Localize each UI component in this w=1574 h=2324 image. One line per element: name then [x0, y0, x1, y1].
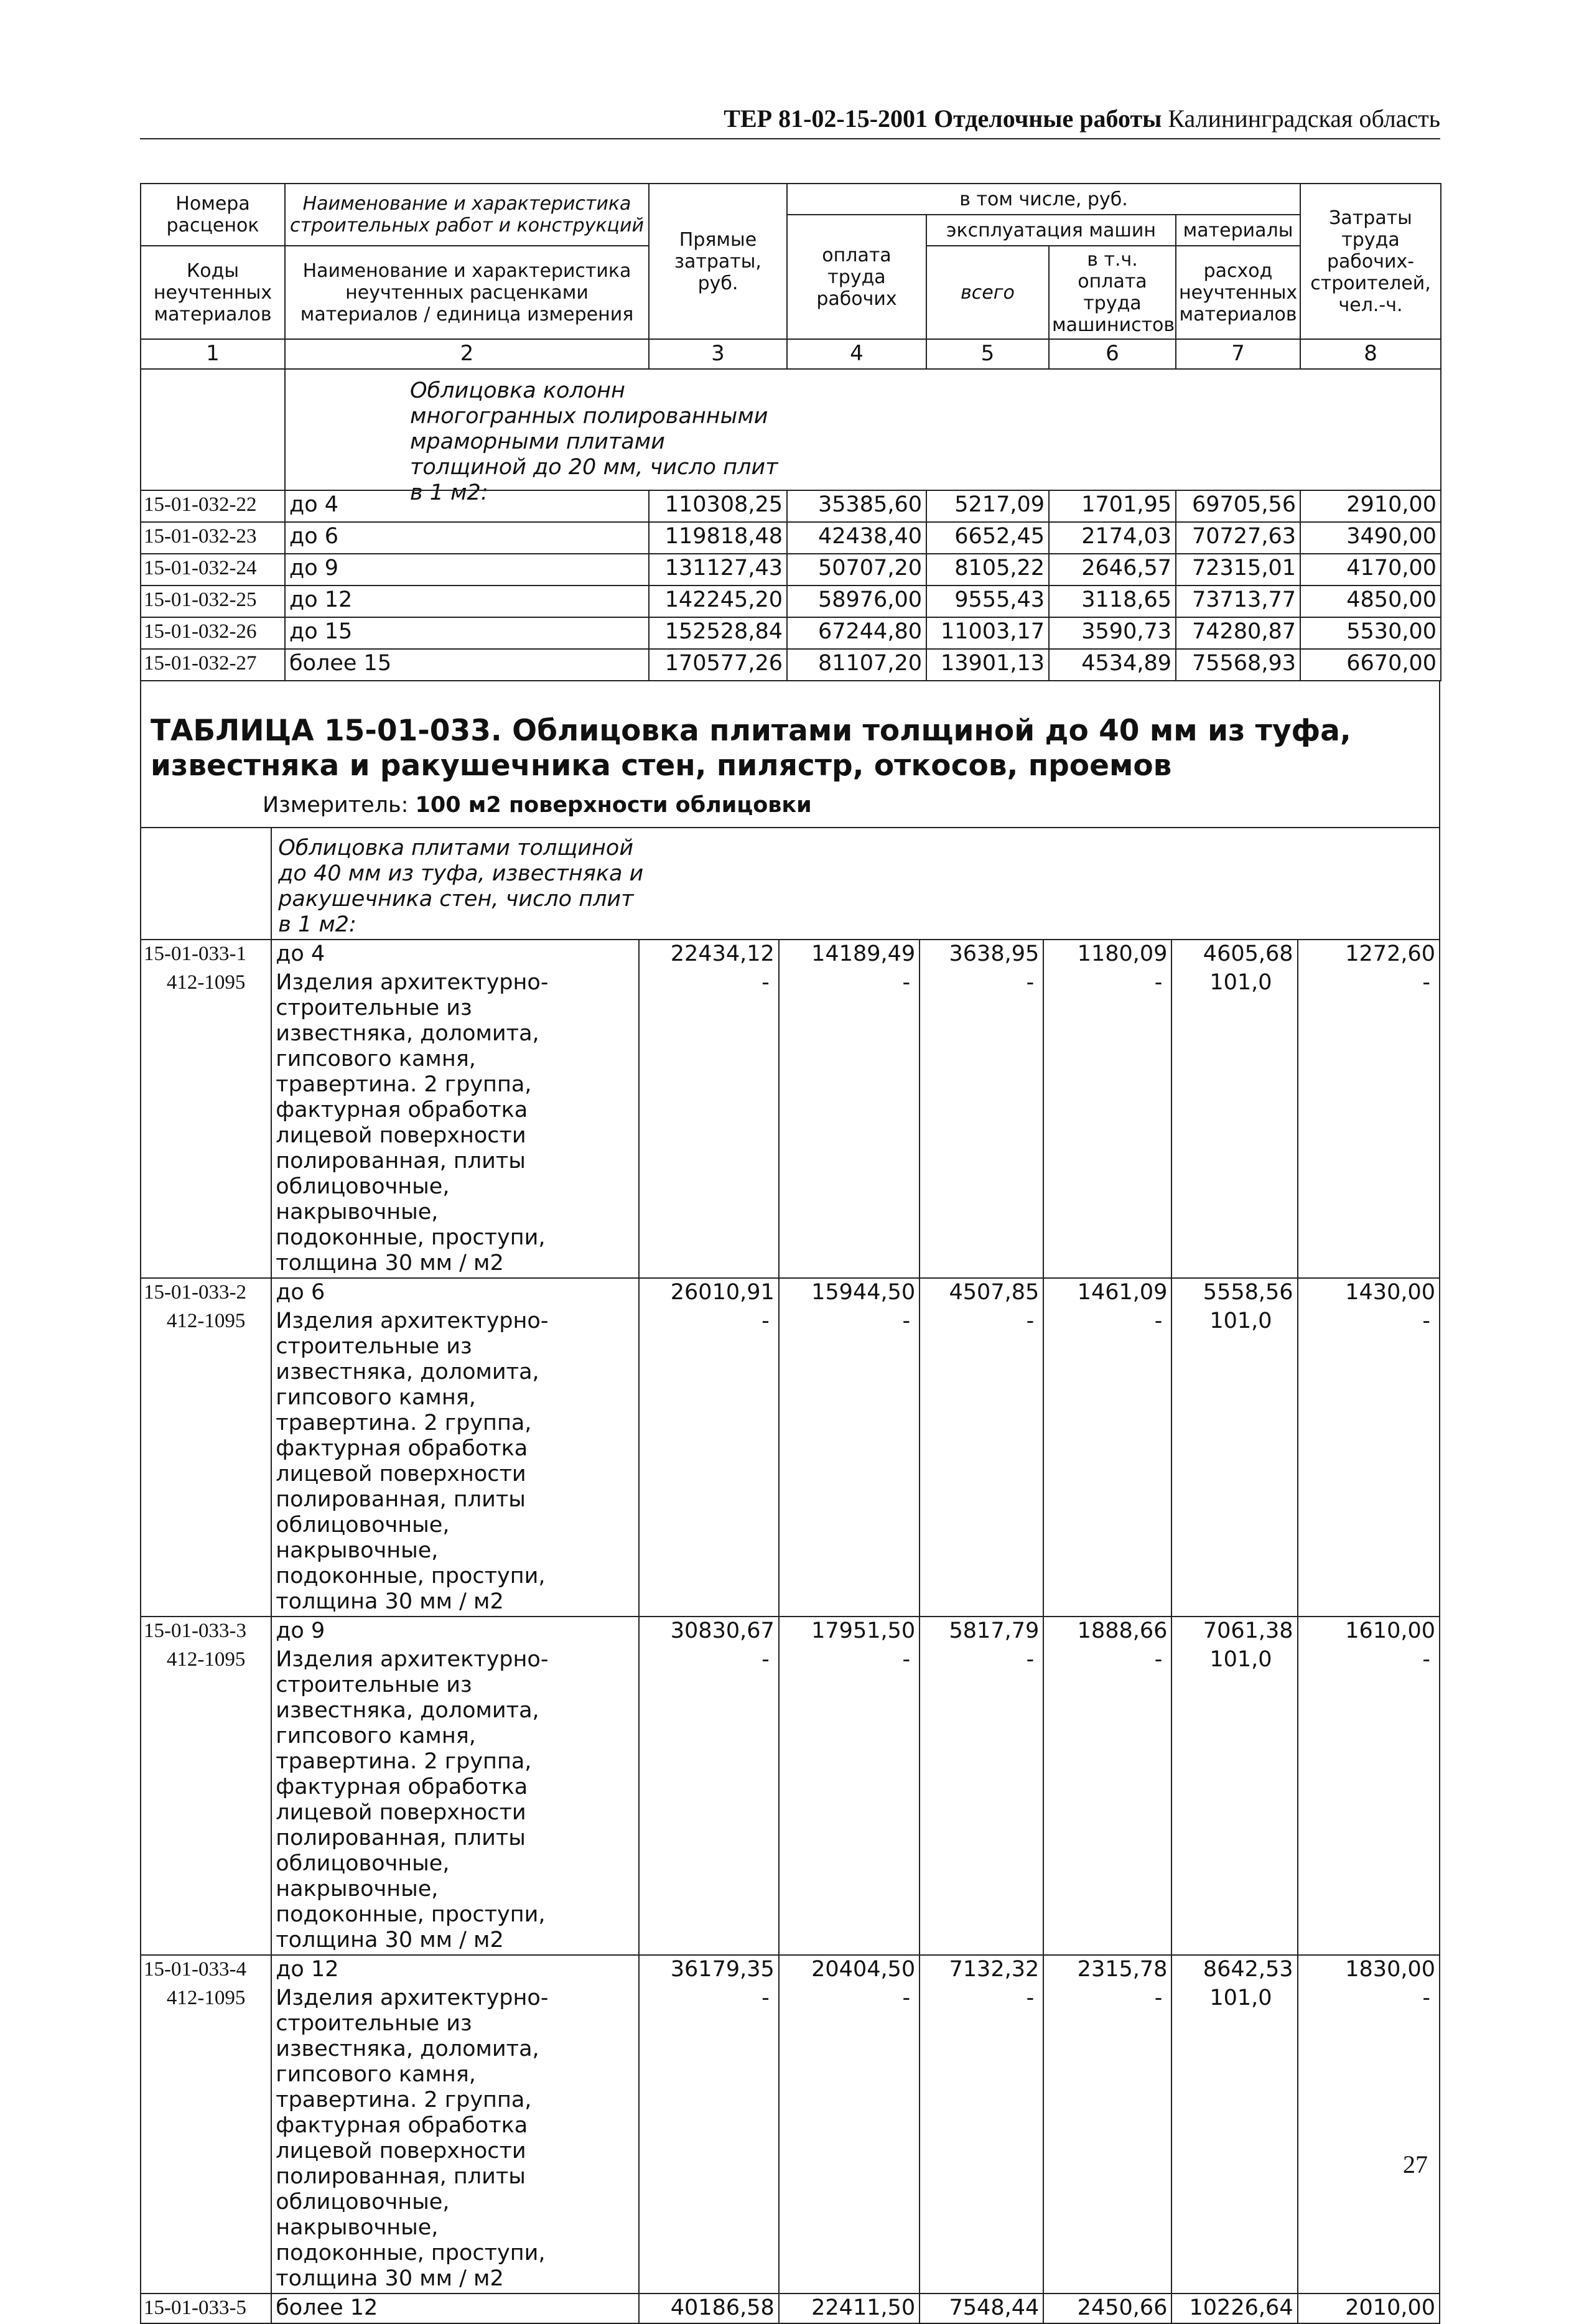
material-name: Изделия архитектурно-строительные из известняка, доломита, гипсового камня, травертина. 2 группа, фактурная обработка лицевой поверхности полированная, плиты облицовочные, накрывочные, подоконные, проступи, толщина 30 мм / м2 — [271, 1646, 639, 1955]
measure-value: 100 м2 поверхности облицовки — [415, 793, 812, 818]
operator-wages: 2646,57 — [1049, 554, 1176, 586]
materials: 5558,56 — [1171, 1278, 1297, 1307]
material-name: Изделия архитектурно-строительные из известняка, доломита, гипсового камня, травертина. 2 группа, фактурная обработка лицевой поверхности полированная, плиты облицовочные, накрывочные, подоконные, проступи, толщина 30 мм / м2 — [271, 1307, 639, 1617]
materials: 69705,56 — [1176, 490, 1300, 522]
materials: 4605,68 — [1171, 940, 1297, 969]
column-number: 5 — [926, 339, 1049, 369]
worker-wages: 58976,00 — [787, 586, 926, 617]
column-number: 4 — [787, 339, 926, 369]
worker-wages: 67244,80 — [787, 617, 926, 649]
rates-table-032-rows — [140, 490, 1441, 681]
column-number: 1 — [141, 339, 285, 369]
materials: 10226,64 — [1171, 2294, 1297, 2323]
material-row — [141, 1646, 1440, 1955]
material-dash: - — [1298, 1646, 1440, 1955]
labor-hours: 1272,60 — [1298, 940, 1440, 969]
material-dash: - — [920, 1984, 1043, 2294]
rate-code: 15-01-032-24 — [141, 554, 285, 586]
material-code: 412-1095 — [141, 1646, 271, 1955]
machines-total: 5217,09 — [926, 490, 1049, 522]
header-rate-numbers: Номера расценок — [141, 184, 285, 246]
table-row — [141, 1955, 1440, 1984]
direct-costs: 26010,91 — [639, 1278, 778, 1307]
machines-total: 9555,43 — [926, 586, 1049, 617]
header-material-codes: Коды неучтенных материалов — [141, 246, 285, 339]
labor-hours: 4170,00 — [1300, 554, 1441, 586]
material-quantity: 101,0 — [1171, 969, 1297, 1278]
worker-wages: 20404,50 — [779, 1955, 920, 1984]
materials: 75568,93 — [1176, 649, 1300, 681]
rate-name: до 9 — [285, 554, 649, 586]
header-materials: материалы — [1176, 215, 1300, 246]
header-material-consumption: расход неучтенных материалов — [1176, 246, 1300, 339]
rate-name: до 15 — [285, 617, 649, 649]
operator-wages: 2174,03 — [1049, 522, 1176, 554]
operator-wages: 3118,65 — [1049, 586, 1176, 617]
measure-line — [263, 792, 812, 818]
material-dash: - — [779, 1646, 920, 1955]
materials: 8642,53 — [1171, 1955, 1297, 1984]
material-row — [141, 1307, 1440, 1617]
operator-wages: 4534,89 — [1049, 649, 1176, 681]
material-quantity: 101,0 — [1171, 1646, 1297, 1955]
table2-title: ТАБЛИЦА 15-01-033. Облицовка плитами толщиной до 40 мм из туфа, известняка и ракушечника стен, пилястр, откосов, проемов — [151, 714, 1351, 783]
rate-code: 15-01-032-26 — [141, 617, 285, 649]
material-dash: - — [1043, 1307, 1171, 1617]
table-row — [141, 1617, 1440, 1646]
header-region: Калининградская область — [1168, 105, 1440, 133]
rate-code: 15-01-033-4 — [141, 1955, 271, 1984]
material-quantity: 101,0 — [1171, 1984, 1297, 2294]
rate-code: 15-01-033-3 — [141, 1617, 271, 1646]
header-direct-costs: Прямые затраты, руб. — [649, 184, 787, 339]
table-row — [141, 1278, 1440, 1307]
rate-name: более 12 — [271, 2294, 639, 2323]
worker-wages: 15944,50 — [779, 1278, 920, 1307]
materials: 74280,87 — [1176, 617, 1300, 649]
operator-wages: 1888,66 — [1043, 1617, 1171, 1646]
material-dash: - — [779, 1307, 920, 1617]
material-dash: - — [1043, 969, 1171, 1278]
material-dash: - — [1043, 1646, 1171, 1955]
machines-total: 13901,13 — [926, 649, 1049, 681]
worker-wages: 35385,60 — [787, 490, 926, 522]
table-row — [141, 2294, 1440, 2323]
operator-wages: 3590,73 — [1049, 617, 1176, 649]
rate-name: до 4 — [285, 490, 649, 522]
table-row — [141, 617, 1441, 649]
material-dash: - — [1298, 969, 1440, 1278]
direct-costs: 142245,20 — [649, 586, 787, 617]
materials: 72315,01 — [1176, 554, 1300, 586]
header-material-name: Наименование и характеристика неучтенных расценками материалов / единица измерения — [285, 246, 649, 339]
table-row — [141, 522, 1441, 554]
worker-wages: 81107,20 — [787, 649, 926, 681]
column-number: 6 — [1049, 339, 1176, 369]
direct-costs: 36179,35 — [639, 1955, 778, 1984]
material-dash: - — [639, 1984, 778, 2294]
operator-wages: 1461,09 — [1043, 1278, 1171, 1307]
direct-costs: 22434,12 — [639, 940, 778, 969]
header-work-name: Наименование и характеристика строительных работ и конструкций — [285, 184, 649, 246]
machines-total: 11003,17 — [926, 617, 1049, 649]
header-machines-total: всего — [926, 246, 1049, 339]
header-section: Отделочные работы — [934, 105, 1162, 133]
material-dash: - — [639, 1307, 778, 1617]
header-including-group: в том числе, руб. — [787, 184, 1300, 215]
column-number: 8 — [1300, 339, 1441, 369]
rate-code: 15-01-032-23 — [141, 522, 285, 554]
material-dash: - — [639, 969, 778, 1278]
column-number: 3 — [649, 339, 787, 369]
table-row — [141, 649, 1441, 681]
table1-intro: Облицовка колонн многогранных полированными мраморными плитами толщиной до 20 мм, число плит в 1 м2: — [285, 369, 1441, 507]
rate-code: 15-01-033-2 — [141, 1278, 271, 1307]
direct-costs: 152528,84 — [649, 617, 787, 649]
direct-costs: 40186,58 — [639, 2294, 778, 2323]
labor-hours: 6670,00 — [1300, 649, 1441, 681]
material-dash: - — [920, 969, 1043, 1278]
machines-total: 7548,44 — [920, 2294, 1043, 2323]
rate-name: до 4 — [271, 940, 639, 969]
rate-name: до 12 — [271, 1955, 639, 1984]
page-number: 27 — [1403, 2150, 1428, 2178]
table-row — [141, 554, 1441, 586]
header-code: ТЕР 81-02-15-2001 — [724, 105, 928, 133]
material-row — [141, 1984, 1440, 2294]
table2-intro: Облицовка плитами толщиной до 40 мм из туфа, известняка и ракушечника стен, число плит в 1 м2: — [271, 828, 1440, 940]
material-name: Изделия архитектурно-строительные из известняка, доломита, гипсового камня, травертина. 2 группа, фактурная обработка лицевой поверхности полированная, плиты облицовочные, накрывочные, подоконные, проступи, толщина 30 мм / м2 — [271, 1984, 639, 2294]
material-name: Изделия архитектурно-строительные из известняка, доломита, гипсового камня, травертина. 2 группа, фактурная обработка лицевой поверхности полированная, плиты облицовочные, накрывочные, подоконные, проступи, толщина 30 мм / м2 — [271, 969, 639, 1278]
operator-wages: 1701,95 — [1049, 490, 1176, 522]
header-worker-wages: оплата труда рабочих — [787, 215, 926, 339]
rate-name: до 6 — [285, 522, 649, 554]
material-row — [141, 969, 1440, 1278]
header-machine-operation: эксплуатация машин — [926, 215, 1176, 246]
worker-wages: 42438,40 — [787, 522, 926, 554]
material-dash: - — [779, 1984, 920, 2294]
rate-code: 15-01-033-1 — [141, 940, 271, 969]
column-number: 2 — [285, 339, 649, 369]
table-header — [140, 183, 1441, 370]
rate-name: более 15 — [285, 649, 649, 681]
table-row — [141, 490, 1441, 522]
rate-code: 15-01-032-25 — [141, 586, 285, 617]
column-number: 7 — [1176, 339, 1300, 369]
materials: 73713,77 — [1176, 586, 1300, 617]
header-operator-wages: в т.ч. оплата труда машинистов — [1049, 246, 1176, 339]
material-dash: - — [920, 1646, 1043, 1955]
worker-wages: 14189,49 — [779, 940, 920, 969]
machines-total: 8105,22 — [926, 554, 1049, 586]
material-dash: - — [1043, 1984, 1171, 2294]
header-labor-hours: Затраты труда рабочих-строителей, чел.-ч. — [1300, 184, 1441, 339]
table-row — [141, 586, 1441, 617]
direct-costs: 131127,43 — [649, 554, 787, 586]
direct-costs: 170577,26 — [649, 649, 787, 681]
material-quantity: 101,0 — [1171, 1307, 1297, 1617]
machines-total: 6652,45 — [926, 522, 1049, 554]
labor-hours: 1830,00 — [1298, 1955, 1440, 1984]
rate-name: до 9 — [271, 1617, 639, 1646]
operator-wages: 2450,66 — [1043, 2294, 1171, 2323]
labor-hours: 4850,00 — [1300, 586, 1441, 617]
material-code: 412-1095 — [141, 1984, 271, 2294]
worker-wages: 22411,50 — [779, 2294, 920, 2323]
labor-hours: 2010,00 — [1298, 2294, 1440, 2323]
material-dash: - — [1298, 1984, 1440, 2294]
rate-code: 15-01-032-27 — [141, 649, 285, 681]
table2-title-block — [140, 681, 1440, 827]
rates-table-032 — [140, 368, 1441, 507]
materials: 7061,38 — [1171, 1617, 1297, 1646]
measure-label: Измеритель: — [263, 793, 409, 818]
running-header — [140, 103, 1440, 139]
labor-hours: 5530,00 — [1300, 617, 1441, 649]
operator-wages: 1180,09 — [1043, 940, 1171, 969]
direct-costs: 110308,25 — [649, 490, 787, 522]
material-dash: - — [1298, 1307, 1440, 1617]
operator-wages: 2315,78 — [1043, 1955, 1171, 1984]
material-code: 412-1095 — [141, 1307, 271, 1617]
machines-total: 7132,32 — [920, 1955, 1043, 1984]
rate-code: 15-01-033-5 — [141, 2294, 271, 2323]
machines-total: 3638,95 — [920, 940, 1043, 969]
rate-name: до 6 — [271, 1278, 639, 1307]
labor-hours: 2910,00 — [1300, 490, 1441, 522]
worker-wages: 50707,20 — [787, 554, 926, 586]
machines-total: 4507,85 — [920, 1278, 1043, 1307]
rates-table-033 — [140, 827, 1440, 2324]
direct-costs: 30830,67 — [639, 1617, 778, 1646]
worker-wages: 17951,50 — [779, 1617, 920, 1646]
rate-name: до 12 — [285, 586, 649, 617]
machines-total: 5817,79 — [920, 1617, 1043, 1646]
material-dash: - — [920, 1307, 1043, 1617]
direct-costs: 119818,48 — [649, 522, 787, 554]
material-code: 412-1095 — [141, 969, 271, 1278]
rate-code: 15-01-032-22 — [141, 490, 285, 522]
labor-hours: 3490,00 — [1300, 522, 1441, 554]
material-dash: - — [779, 969, 920, 1278]
material-dash: - — [639, 1646, 778, 1955]
table-row — [141, 940, 1440, 969]
materials: 70727,63 — [1176, 522, 1300, 554]
labor-hours: 1610,00 — [1298, 1617, 1440, 1646]
labor-hours: 1430,00 — [1298, 1278, 1440, 1307]
